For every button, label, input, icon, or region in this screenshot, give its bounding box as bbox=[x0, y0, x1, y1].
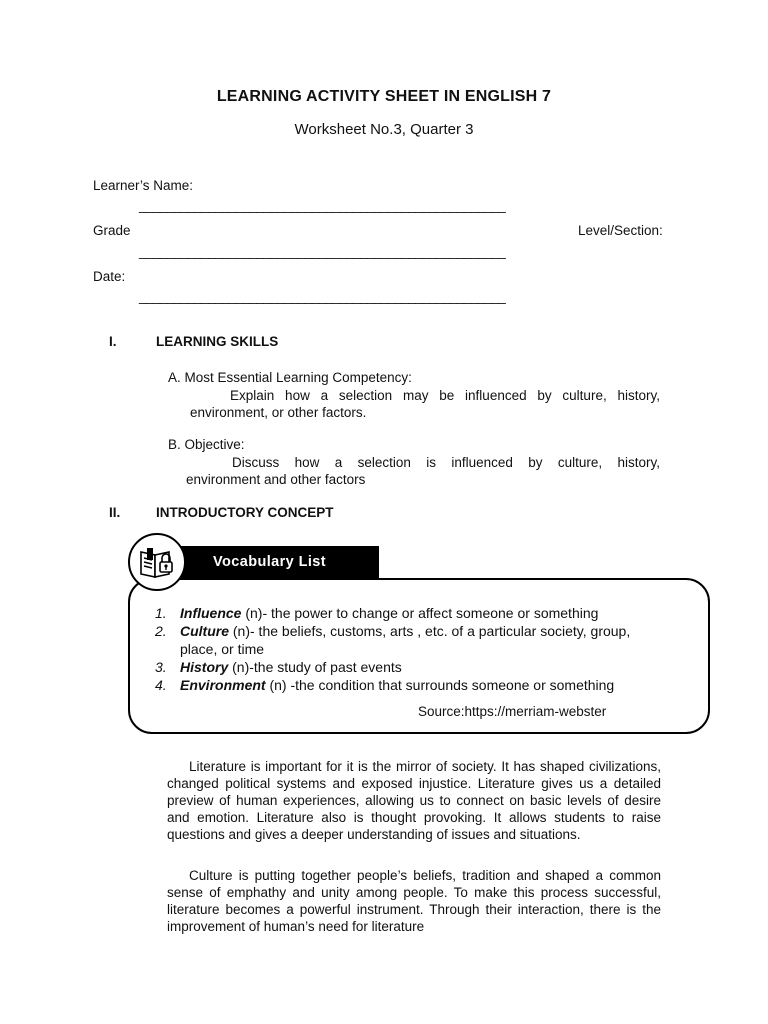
paragraph-literature: Literature is important for it is the mirror of society. It has shaped civilizations, changed political systems and exposed injustice. Literature gives us a detailed preview of human experiences, allowing us to connect on basic levels of desire and emotion. Literature also is thought provoking. It allows students to raise questions and gives a deeper understanding of issues and situations. bbox=[167, 759, 661, 842]
vocabulary-item-number: 4. bbox=[155, 677, 167, 693]
vocabulary-item-number: 2. bbox=[155, 623, 167, 639]
vocabulary-item bbox=[155, 622, 695, 658]
worksheet-title: LEARNING ACTIVITY SHEET IN ENGLISH 7 bbox=[216, 88, 552, 105]
vocabulary-tab bbox=[160, 546, 379, 578]
learner-name-label: Learner’s Name: bbox=[93, 178, 194, 193]
section-2-heading: INTRODUCTORY CONCEPT bbox=[156, 505, 334, 520]
level-section-label: Level/Section: bbox=[578, 223, 663, 238]
vocabulary-source: Source:https://merriam-webster bbox=[418, 704, 607, 719]
grade-line[interactable]: _____________________________________________________ bbox=[139, 244, 506, 259]
vocabulary-tab-label: Vocabulary List bbox=[213, 554, 326, 570]
vocabulary-item-text: History (n)-the study of past events bbox=[180, 659, 402, 675]
vocabulary-item-text: Culture (n)- the beliefs, customs, arts , etc. of a particular society, group, place, or time bbox=[180, 623, 631, 657]
book-lock-icon-graphic bbox=[137, 544, 177, 580]
objective-label: B. Objective: bbox=[168, 437, 245, 452]
vocabulary-list bbox=[155, 604, 695, 694]
section-2-number: II. bbox=[109, 505, 121, 520]
learner-name-line[interactable]: _____________________________________________________ bbox=[139, 198, 506, 213]
grade-label: Grade bbox=[93, 223, 131, 238]
competency-label: A. Most Essential Learning Competency: bbox=[168, 370, 412, 385]
section-1-number: I. bbox=[109, 334, 117, 349]
competency-text-line1: Explain how a selection may be influenced by culture, history, bbox=[230, 388, 660, 403]
competency-text-line2: environment, or other factors. bbox=[190, 405, 367, 420]
section-1-heading: LEARNING SKILLS bbox=[156, 334, 279, 349]
vocabulary-item-number: 3. bbox=[155, 659, 167, 675]
vocabulary-item-text: Influence (n)- the power to change or affect someone or something bbox=[180, 605, 599, 621]
date-line[interactable]: _____________________________________________________ bbox=[139, 289, 506, 304]
vocabulary-item bbox=[155, 604, 695, 622]
date-label: Date: bbox=[93, 269, 126, 284]
objective-text-line2: environment and other factors bbox=[186, 472, 366, 487]
vocabulary-item bbox=[155, 658, 695, 676]
book-lock-icon bbox=[128, 533, 186, 591]
vocabulary-item-number: 1. bbox=[155, 605, 167, 621]
objective-text-line1: Discuss how a selection is influenced by culture, history, bbox=[232, 455, 660, 470]
vocabulary-item-text: Environment (n) -the condition that surrounds someone or something bbox=[180, 677, 615, 693]
vocabulary-item bbox=[155, 676, 695, 694]
paragraph-culture: Culture is putting together people’s beliefs, tradition and shaped a common sense of emphathy and unity among people. To make this process successful, literature becomes a powerful instrument. Through their interaction, there is the improvement of human’s need for literature bbox=[167, 868, 661, 934]
worksheet-subtitle: Worksheet No.3, Quarter 3 bbox=[294, 121, 474, 138]
